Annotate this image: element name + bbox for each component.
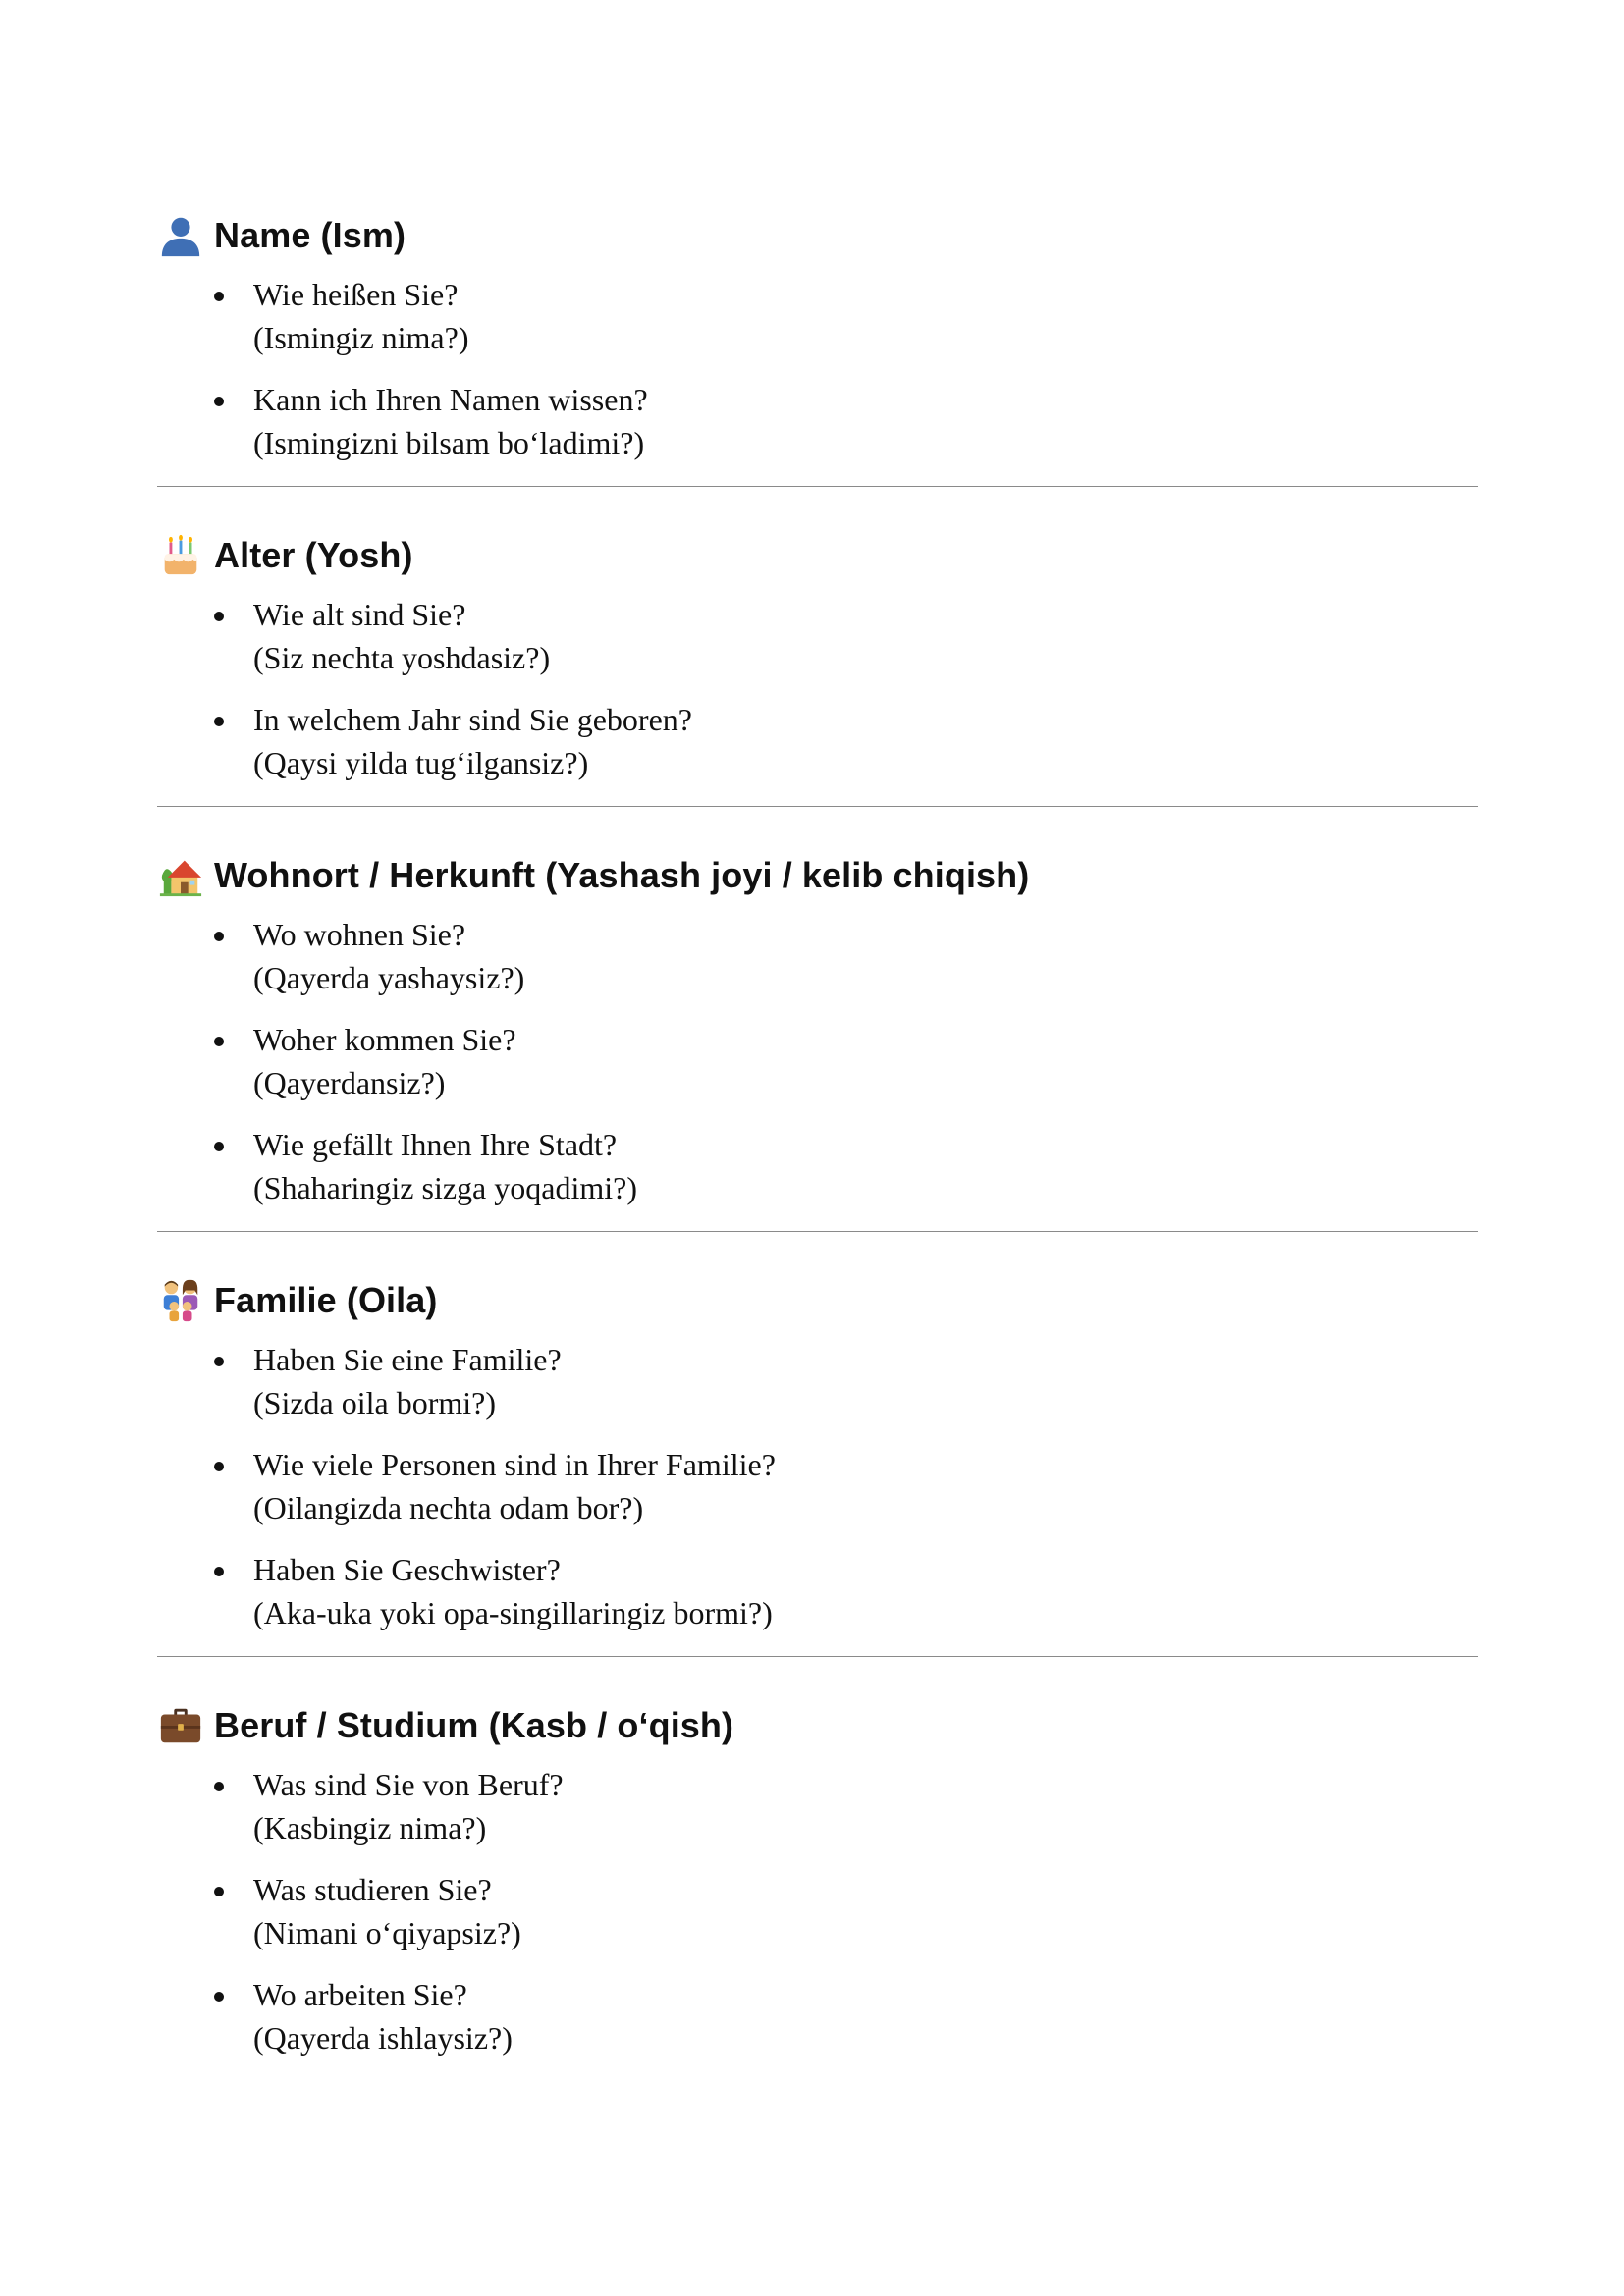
list-item bbox=[212, 1868, 1478, 1954]
question-uzbek: (Qayerda ishlaysiz?) bbox=[253, 2020, 513, 2056]
section-profession bbox=[157, 1696, 1478, 2059]
house-with-garden-icon bbox=[157, 852, 204, 899]
list-item bbox=[212, 1973, 1478, 2059]
family-icon bbox=[157, 1277, 204, 1324]
question-list bbox=[157, 273, 1478, 464]
section-header bbox=[157, 1696, 1478, 1755]
question-uzbek: (Kasbingiz nima?) bbox=[253, 1810, 487, 1845]
section-divider bbox=[157, 806, 1478, 807]
section-header bbox=[157, 1271, 1478, 1330]
question-german: Was studieren Sie? bbox=[253, 1872, 492, 1907]
list-item bbox=[212, 1018, 1478, 1104]
list-item bbox=[212, 1548, 1478, 1634]
section-title: Name (Ism) bbox=[214, 215, 406, 255]
question-german: Was sind Sie von Beruf? bbox=[253, 1767, 564, 1802]
question-uzbek: (Aka-uka yoki opa-singillaringiz bormi?) bbox=[253, 1595, 773, 1630]
list-item bbox=[212, 698, 1478, 784]
section-divider bbox=[157, 1656, 1478, 1657]
question-uzbek: (Qaysi yilda tug‘ilgansiz?) bbox=[253, 745, 589, 780]
question-german: Kann ich Ihren Namen wissen? bbox=[253, 382, 648, 417]
question-uzbek: (Qayerdansiz?) bbox=[253, 1065, 446, 1100]
question-list bbox=[157, 1763, 1478, 2059]
section-title: Familie (Oila) bbox=[214, 1280, 438, 1320]
question-uzbek: (Shaharingiz sizga yoqadimi?) bbox=[253, 1170, 637, 1205]
question-german: Wo arbeiten Sie? bbox=[253, 1977, 467, 2012]
question-german: Wie alt sind Sie? bbox=[253, 597, 466, 632]
list-item bbox=[212, 593, 1478, 679]
section-divider bbox=[157, 1231, 1478, 1232]
question-german: Haben Sie eine Familie? bbox=[253, 1342, 562, 1377]
list-item bbox=[212, 1338, 1478, 1424]
question-german: Wie gefällt Ihnen Ihre Stadt? bbox=[253, 1127, 618, 1162]
question-german: Wo wohnen Sie? bbox=[253, 917, 466, 952]
question-german: Wie heißen Sie? bbox=[253, 277, 459, 312]
briefcase-icon bbox=[157, 1702, 204, 1749]
list-item bbox=[212, 1123, 1478, 1209]
section-header bbox=[157, 526, 1478, 585]
section-age bbox=[157, 526, 1478, 784]
section-family bbox=[157, 1271, 1478, 1634]
section-residence bbox=[157, 846, 1478, 1209]
question-uzbek: (Siz nechta yoshdasiz?) bbox=[253, 640, 551, 675]
section-header bbox=[157, 846, 1478, 905]
document-page bbox=[157, 206, 1478, 2078]
list-item bbox=[212, 913, 1478, 999]
section-divider bbox=[157, 486, 1478, 487]
question-uzbek: (Ismingiz nima?) bbox=[253, 320, 469, 355]
section-title: Beruf / Studium (Kasb / o‘qish) bbox=[214, 1705, 734, 1745]
question-uzbek: (Qayerda yashaysiz?) bbox=[253, 960, 525, 995]
question-list bbox=[157, 1338, 1478, 1634]
section-header bbox=[157, 206, 1478, 265]
person-silhouette-icon bbox=[157, 212, 204, 259]
birthday-cake-icon bbox=[157, 532, 204, 579]
question-uzbek: (Sizda oila bormi?) bbox=[253, 1385, 497, 1420]
section-title: Alter (Yosh) bbox=[214, 535, 413, 575]
question-german: Woher kommen Sie? bbox=[253, 1022, 516, 1057]
question-german: Wie viele Personen sind in Ihrer Familie? bbox=[253, 1447, 776, 1482]
list-item bbox=[212, 1443, 1478, 1529]
question-german: Haben Sie Geschwister? bbox=[253, 1552, 561, 1587]
question-list bbox=[157, 593, 1478, 784]
list-item bbox=[212, 378, 1478, 464]
list-item bbox=[212, 1763, 1478, 1849]
question-uzbek: (Oilangizda nechta odam bor?) bbox=[253, 1490, 644, 1525]
question-german: In welchem Jahr sind Sie geboren? bbox=[253, 702, 692, 737]
section-name bbox=[157, 206, 1478, 464]
section-title: Wohnort / Herkunft (Yashash joyi / kelib chiqish) bbox=[214, 855, 1030, 895]
list-item bbox=[212, 273, 1478, 359]
question-list bbox=[157, 913, 1478, 1209]
question-uzbek: (Nimani o‘qiyapsiz?) bbox=[253, 1915, 521, 1950]
question-uzbek: (Ismingizni bilsam bo‘ladimi?) bbox=[253, 425, 645, 460]
